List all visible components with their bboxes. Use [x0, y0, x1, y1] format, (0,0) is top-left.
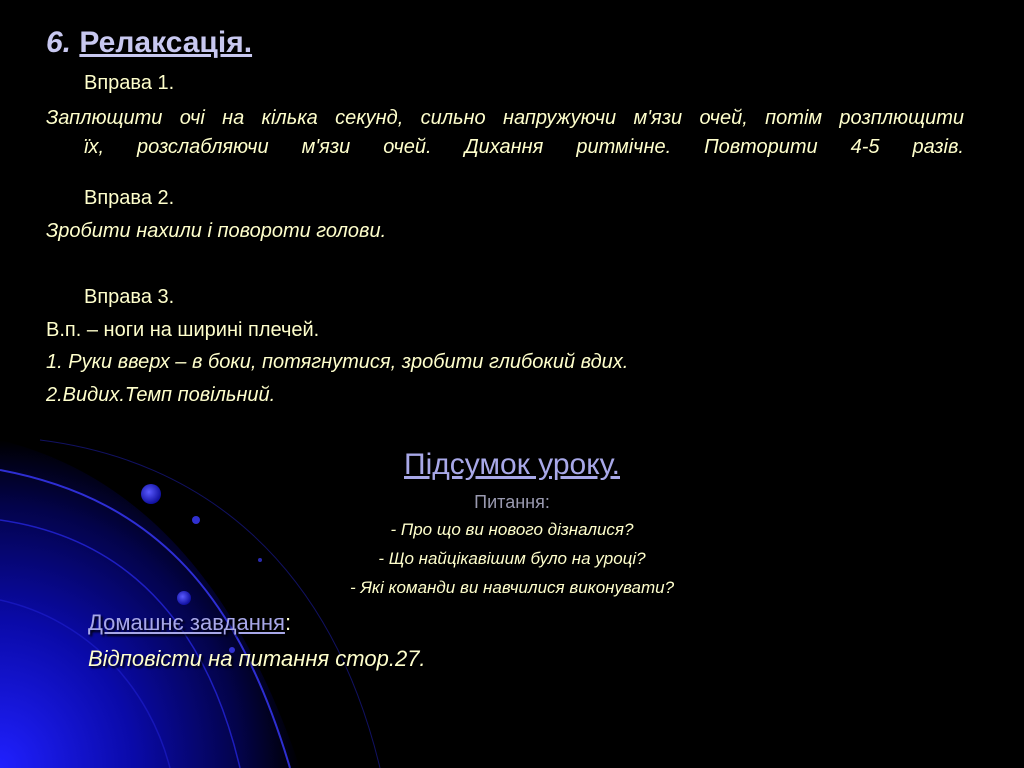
section-heading: [46, 26, 252, 60]
homework-heading: [88, 610, 291, 636]
summary-title-link[interactable]: Підсумок уроку.: [404, 448, 620, 481]
homework-text: Відповісти на питання стор.27.: [88, 646, 426, 671]
question-3: - Які команди ви навчилися виконувати?: [349, 578, 675, 597]
exercise-1-line-2: їх, розслабляючи м'язи очей. Дихання ритмічне. Повторити 4-5 разів.: [84, 136, 964, 158]
homework-colon: :: [284, 610, 292, 635]
exercise-2-title: Вправа 2.: [84, 187, 175, 209]
section-number: 6.: [46, 26, 72, 59]
question-2: - Що найцікавішим було на уроці?: [378, 549, 646, 568]
homework-link[interactable]: Домашнє завдання: [88, 610, 285, 635]
question-1: - Про що ви нового дізналися?: [390, 520, 634, 539]
exercise-1-line-1: Заплющити очі на кілька секунд, сильно напружуючи м'язи очей, потім розплющити: [46, 107, 964, 129]
exercise-3-start: В.п. – ноги на ширині плечей.: [46, 319, 320, 341]
section-title-link[interactable]: Релаксація.: [79, 26, 253, 59]
exercise-1-title: Вправа 1.: [84, 72, 175, 94]
questions-label: Питання:: [474, 492, 550, 512]
exercise-3-step-2: 2.Видих.Темп повільний.: [46, 384, 276, 406]
exercise-3-title: Вправа 3.: [84, 286, 175, 308]
exercise-3-step-1: 1. Руки вверх – в боки, потягнутися, зробити глибокий вдих.: [46, 351, 629, 373]
exercise-2-text: Зробити нахили і повороти голови.: [46, 220, 387, 242]
exercise-1-text: [46, 104, 964, 162]
